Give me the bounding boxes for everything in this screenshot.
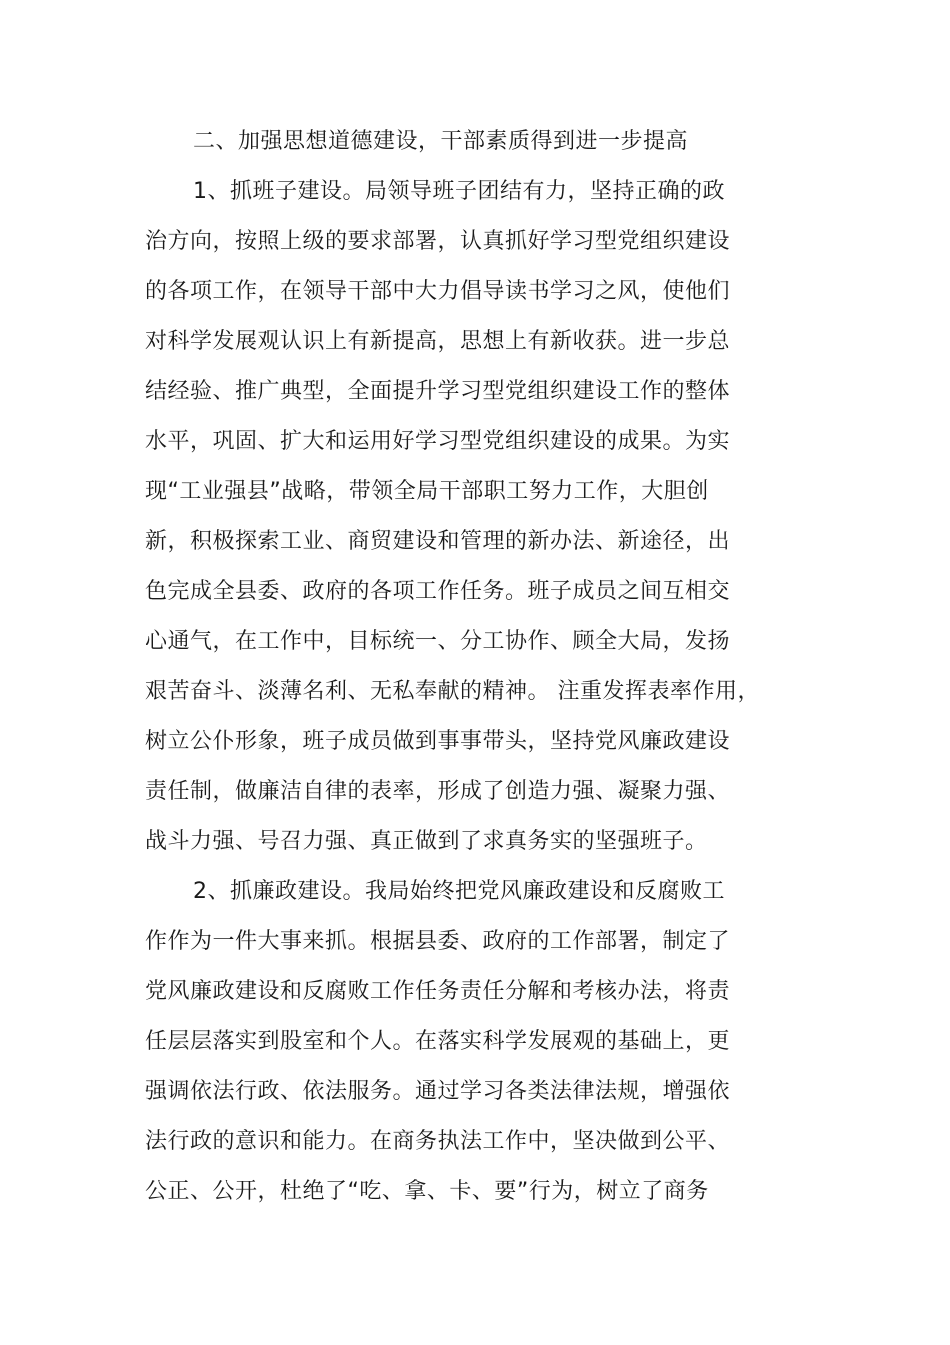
- paragraph-line: 1、抓班子建设。局领导班子团结有力，坚持正确的政: [193, 179, 725, 204]
- paragraph-line: 色完成全县委、政府的各项工作任务。班子成员之间互相交: [145, 579, 731, 604]
- paragraph-line: 治方向，按照上级的要求部署，认真抓好学习型党组织建设: [145, 229, 731, 254]
- paragraph-line: 战斗力强、号召力强、真正做到了求真务实的坚强班子。: [145, 829, 708, 854]
- paragraph-line: 的各项工作，在领导干部中大力倡导读书学习之风，使他们: [145, 279, 731, 304]
- paragraph-line: 党风廉政建设和反腐败工作任务责任分解和考核办法，将责: [145, 979, 731, 1004]
- paragraph-line: 2、抓廉政建设。我局始终把党风廉政建设和反腐败工: [193, 879, 725, 904]
- paragraph-line: 任层层落实到股室和个人。在落实科学发展观的基础上，更: [145, 1029, 731, 1054]
- paragraph-line: 公正、公开，杜绝了“吃、拿、卡、要”行为，树立了商务: [145, 1179, 709, 1204]
- paragraph-line: 现“工业强县”战略，带领全局干部职工努力工作，大胆创: [145, 479, 709, 504]
- paragraph-line: 心通气，在工作中，目标统一、分工协作、顾全大局，发扬: [145, 629, 731, 654]
- paragraph-line: 水平，巩固、扩大和运用好学习型党组织建设的成果。为实: [145, 429, 731, 454]
- paragraph-line: 艰苦奋斗、淡薄名利、无私奉献的精神。 注重发挥表率作用，: [145, 679, 760, 704]
- paragraph-line: 责任制，做廉洁自律的表率，形成了创造力强、凝聚力强、: [145, 779, 731, 804]
- paragraph-line: 新，积极探索工业、商贸建设和管理的新办法、新途径，出: [145, 529, 731, 554]
- paragraph-line: 法行政的意识和能力。在商务执法工作中，坚决做到公平、: [145, 1129, 731, 1154]
- paragraph-line: 作作为一件大事来抓。根据县委、政府的工作部署，制定了: [145, 929, 731, 954]
- section-heading: 二、加强思想道德建设，干部素质得到进一步提高: [193, 129, 689, 154]
- paragraph-line: 结经验、推广典型，全面提升学习型党组织建设工作的整体: [145, 379, 731, 404]
- paragraph-line: 对科学发展观认识上有新提高，思想上有新收获。进一步总: [145, 329, 731, 354]
- paragraph-line: 树立公仆形象，班子成员做到事事带头，坚持党风廉政建设: [145, 729, 731, 754]
- paragraph-line: 强调依法行政、依法服务。通过学习各类法律法规，增强依: [145, 1079, 731, 1104]
